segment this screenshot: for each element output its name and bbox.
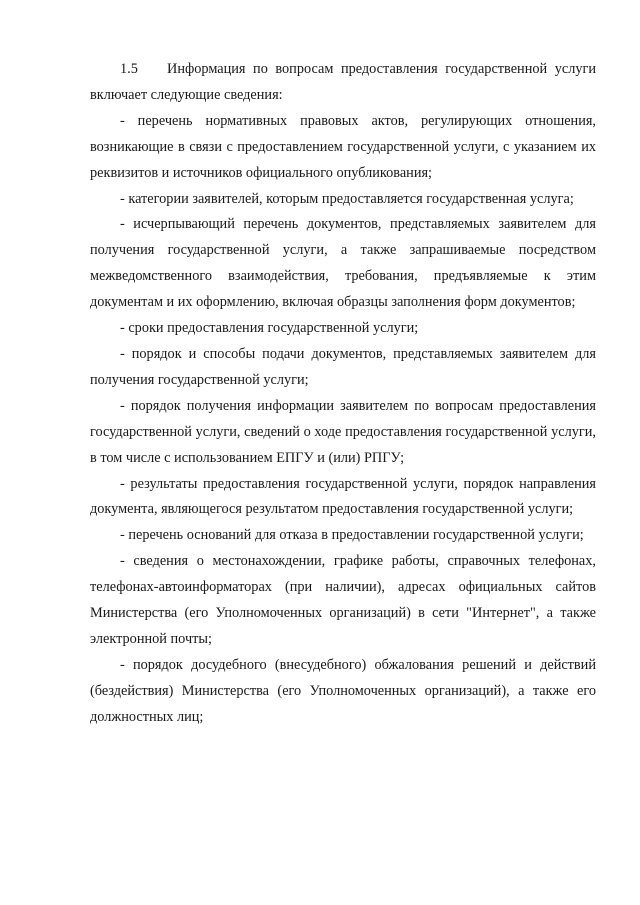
section-number: 1.5 <box>120 61 138 77</box>
list-item: - категории заявителей, которым предоставляется государственная услуга; <box>120 190 574 207</box>
list-item: - порядок получения информации заявителем по вопросам предоставления государственной услуги, сведений о ходе предоставления государственной услуги, в том числе с использованием ЕПГУ и (или) РПГУ; <box>90 397 596 466</box>
list-item: - исчерпывающий перечень документов, представляемых заявителем для получения государственной услуги, а также запрашиваемые посредством межведомственного взаимодействия, требования, предъявляемые к этим документам и их оформлению, включая образцы заполнения форм документов; <box>90 216 596 311</box>
document-page <box>90 57 596 731</box>
list-item: - перечень нормативных правовых актов, регулирующих отношения, возникающие в связи с предоставлением государственной услуги, с указанием их реквизитов и источников официального опубликования; <box>90 112 596 181</box>
list-item: - результаты предоставления государственной услуги, порядок направления документа, являющегося результатом предоставления государственной услуги; <box>90 475 596 518</box>
list-item: - порядок и способы подачи документов, представляемых заявителем для получения государственной услуги; <box>90 345 596 388</box>
list-item: - сведения о местонахождении, графике работы, справочных телефонах, телефонах-автоинформаторах (при наличии), адресах официальных сайтов Министерства (его Уполномоченных организаций) в сети "Интернет", а также электронной почты; <box>90 553 596 647</box>
section-heading-text: Информация по вопросам предоставления государственной услуги включает следующие сведения: <box>90 61 596 103</box>
list-item: - сроки предоставления государственной услуги; <box>120 320 419 337</box>
list-item: - перечень оснований для отказа в предоставлении государственной услуги; <box>120 527 584 544</box>
list-item: - порядок досудебного (внесудебного) обжалования решений и действий (бездействия) Министерства (его Уполномоченных организаций), а также его должностных лиц; <box>90 656 596 725</box>
section-heading <box>90 57 596 109</box>
